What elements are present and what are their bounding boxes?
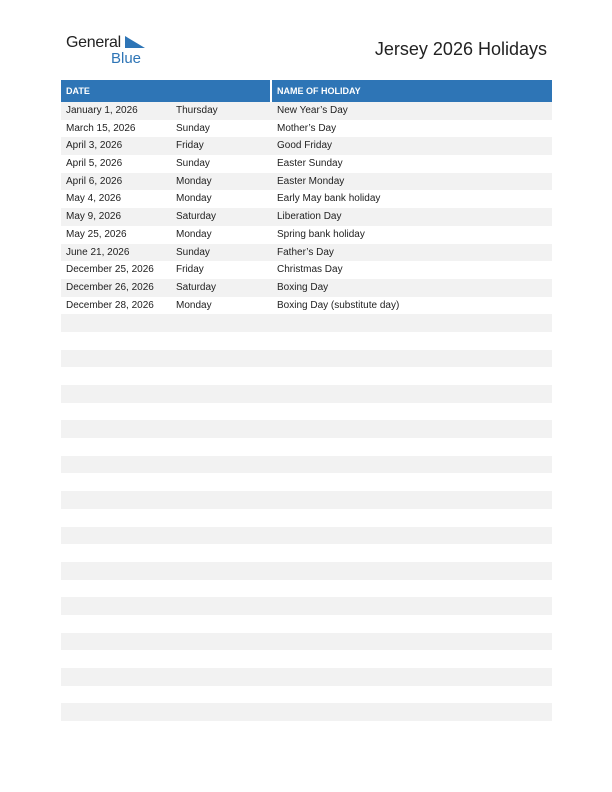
row-holiday-name: New Year’s Day	[277, 105, 348, 116]
table-row	[61, 261, 552, 279]
table-row	[61, 403, 552, 421]
row-date: May 4, 2026	[66, 193, 122, 205]
table-row	[61, 438, 552, 456]
row-date: January 1, 2026	[66, 105, 138, 116]
row-date: December 28, 2026	[66, 299, 154, 311]
row-date: December 25, 2026	[66, 264, 154, 276]
row-date: March 15, 2026	[66, 122, 136, 134]
table-row	[61, 297, 552, 315]
table-row	[61, 137, 552, 155]
table-row	[61, 173, 552, 191]
row-weekday: Monday	[176, 228, 212, 240]
row-weekday: Saturday	[176, 281, 217, 293]
table-row	[61, 562, 552, 580]
table-row	[61, 491, 552, 509]
row-holiday-name: Spring bank holiday	[277, 228, 365, 240]
table-row	[61, 120, 552, 138]
table-row	[61, 367, 552, 385]
row-weekday: Thursday	[176, 105, 218, 116]
row-date: May 9, 2026	[66, 211, 122, 223]
row-weekday: Monday	[176, 175, 212, 187]
table-row	[61, 668, 552, 686]
table-header	[61, 80, 552, 102]
row-weekday: Monday	[176, 299, 212, 311]
logo-triangle-icon	[125, 36, 147, 50]
table-row	[61, 279, 552, 297]
row-holiday-name: Boxing Day (substitute day)	[277, 299, 400, 311]
table-row	[61, 473, 552, 491]
table-row	[61, 385, 552, 403]
table-row	[61, 456, 552, 474]
table-row	[61, 633, 552, 651]
table-row	[61, 686, 552, 704]
table-row	[61, 102, 552, 120]
row-holiday-name: Mother’s Day	[277, 122, 337, 134]
row-holiday-name: Boxing Day	[277, 281, 329, 293]
table-row	[61, 208, 552, 226]
row-holiday-name: Easter Sunday	[277, 158, 343, 170]
row-holiday-name: Good Friday	[277, 140, 333, 152]
table-row	[61, 190, 552, 208]
table-row	[61, 314, 552, 332]
generalblue-logo	[66, 34, 156, 68]
logo-word-general: General	[66, 34, 121, 51]
row-weekday: Sunday	[176, 158, 210, 170]
row-date: April 5, 2026	[66, 158, 123, 170]
header-date: DATE	[66, 86, 90, 96]
row-date: April 3, 2026	[66, 140, 123, 152]
table-row	[61, 527, 552, 545]
row-holiday-name: Early May bank holiday	[277, 193, 381, 205]
table-body	[61, 102, 552, 721]
table-row	[61, 155, 552, 173]
row-holiday-name: Liberation Day	[277, 211, 342, 223]
row-date: April 6, 2026	[66, 175, 123, 187]
table-row	[61, 544, 552, 562]
holiday-table	[61, 80, 552, 721]
page-title: Jersey 2026 Holidays	[374, 39, 547, 59]
row-weekday: Sunday	[176, 246, 210, 258]
table-row	[61, 580, 552, 598]
table-row	[61, 350, 552, 368]
row-weekday: Friday	[176, 264, 204, 276]
row-weekday: Friday	[176, 140, 204, 152]
table-row	[61, 420, 552, 438]
table-row	[61, 703, 552, 721]
table-row	[61, 509, 552, 527]
row-holiday-name: Easter Monday	[277, 175, 345, 187]
table-row	[61, 597, 552, 615]
row-weekday: Monday	[176, 193, 212, 205]
row-date: June 21, 2026	[66, 246, 130, 258]
header-holiday-name: NAME OF HOLIDAY	[277, 86, 361, 96]
row-holiday-name: Father’s Day	[277, 246, 334, 258]
logo-word-blue: Blue	[111, 50, 142, 67]
row-date: May 25, 2026	[66, 228, 127, 240]
row-holiday-name: Christmas Day	[277, 264, 343, 276]
table-row	[61, 226, 552, 244]
row-weekday: Saturday	[176, 211, 217, 223]
row-date: December 26, 2026	[66, 281, 154, 293]
table-row	[61, 332, 552, 350]
table-row	[61, 244, 552, 262]
row-weekday: Sunday	[176, 122, 210, 134]
header-divider	[270, 80, 272, 102]
table-row	[61, 650, 552, 668]
table-row	[61, 615, 552, 633]
